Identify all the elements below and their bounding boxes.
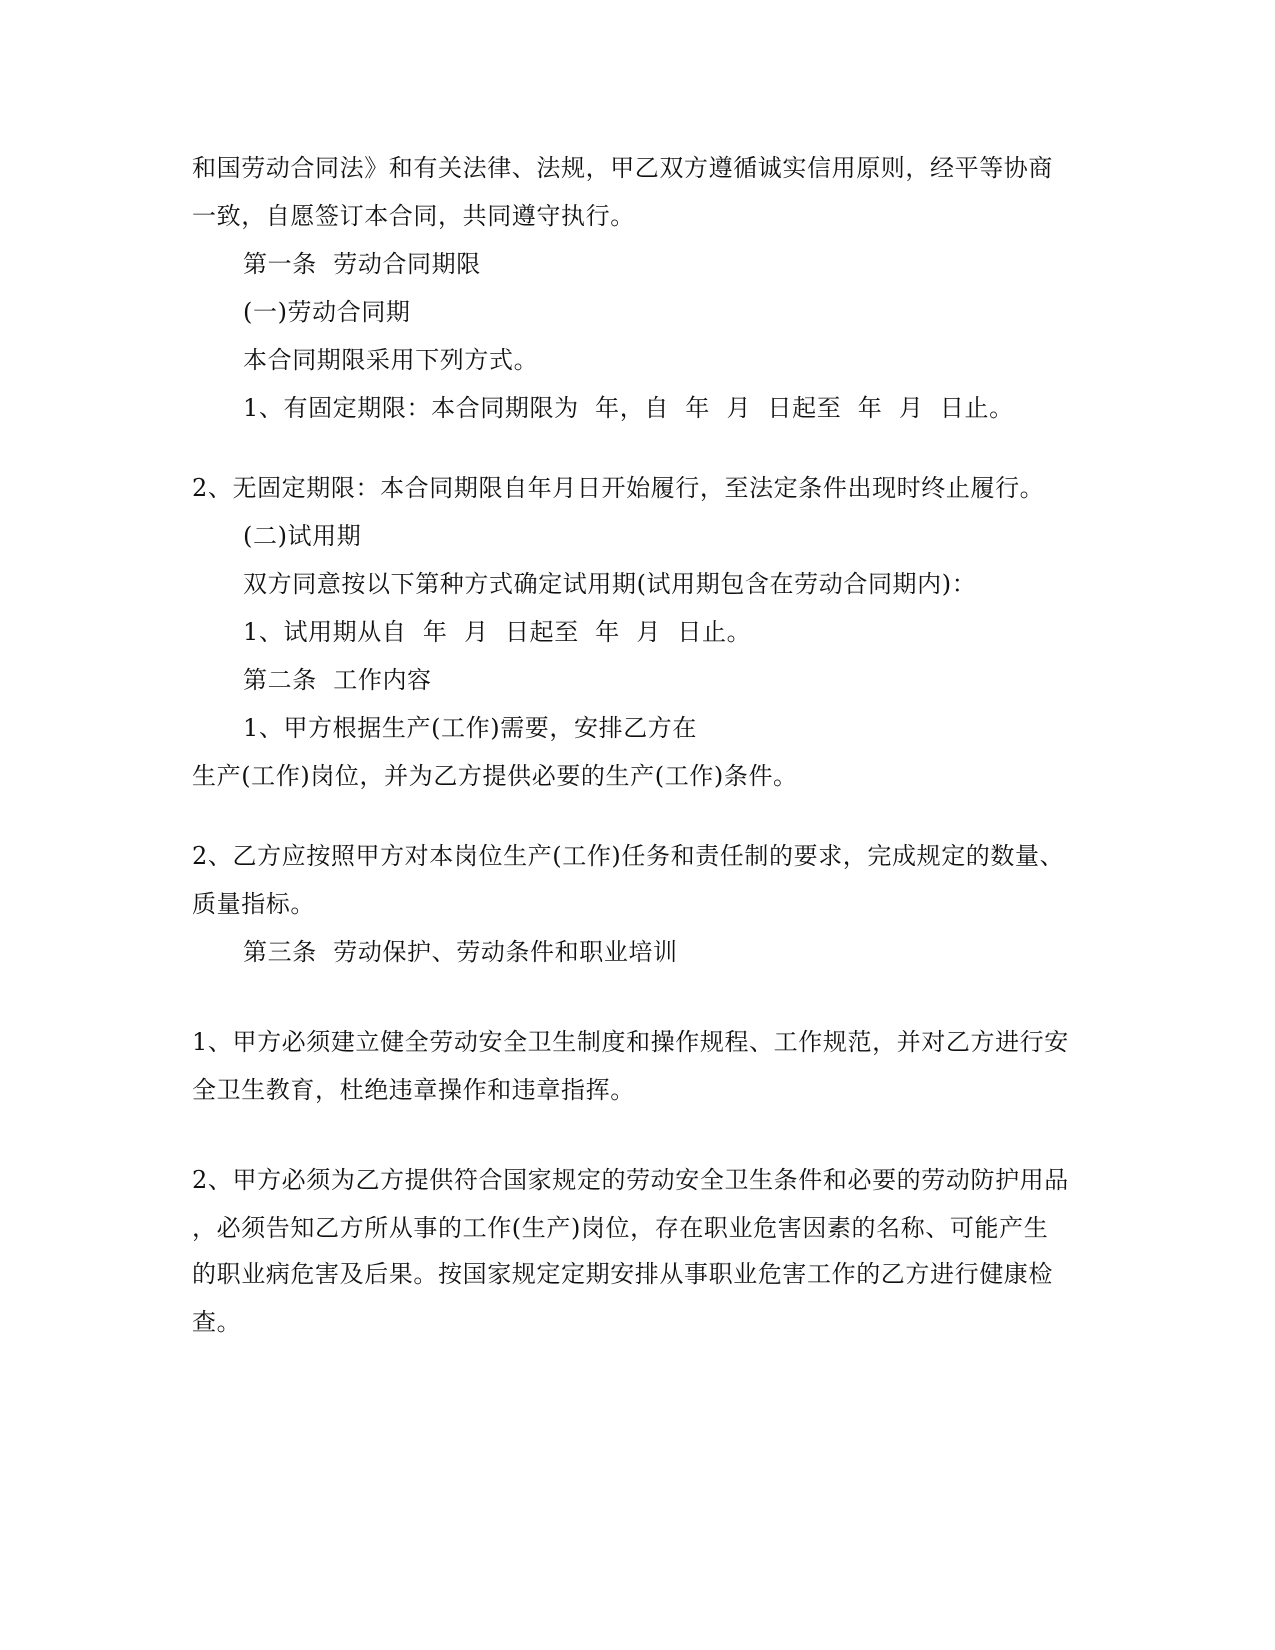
article-heading: 第三条 劳动保护、劳动条件和职业培训 bbox=[243, 938, 678, 966]
text-line: 2、无固定期限：本合同期限自年月日开始履行，至法定条件出现时终止履行。 bbox=[192, 474, 1045, 502]
text-line: 2、乙方应按照甲方对本岗位生产(工作)任务和责任制的要求，完成规定的数量、 bbox=[192, 842, 1065, 870]
text-line: 1、甲方根据生产(工作)需要，安排乙方在 bbox=[243, 714, 697, 742]
text-line: ，必须告知乙方所从事的工作(生产)岗位，存在职业危害因素的名称、可能产生 bbox=[192, 1214, 1049, 1242]
section-heading: (一)劳动合同期 bbox=[243, 298, 411, 326]
article-heading: 第二条 工作内容 bbox=[243, 666, 432, 694]
text-line: 双方同意按以下第种方式确定试用期(试用期包含在劳动合同期内)： bbox=[243, 570, 977, 598]
text-line: 的职业病危害及后果。按国家规定定期安排从事职业危害工作的乙方进行健康检 bbox=[192, 1260, 1053, 1288]
text-line: 1、试用期从自 年 月 日起至 年 月 日止。 bbox=[243, 618, 752, 646]
text-line: 生产(工作)岗位，并为乙方提供必要的生产(工作)条件。 bbox=[192, 762, 798, 790]
text-line: 全卫生教育，杜绝违章操作和违章指挥。 bbox=[192, 1076, 635, 1104]
text-line: 1、甲方必须建立健全劳动安全卫生制度和操作规程、工作规范，并对乙方进行安 bbox=[192, 1028, 1069, 1056]
section-heading: (二)试用期 bbox=[243, 522, 362, 550]
text-line: 2、甲方必须为乙方提供符合国家规定的劳动安全卫生条件和必要的劳动防护用品 bbox=[192, 1166, 1069, 1194]
article-heading: 第一条 劳动合同期限 bbox=[243, 250, 481, 278]
text-line: 本合同期限采用下列方式。 bbox=[243, 346, 539, 374]
text-line: 质量指标。 bbox=[192, 890, 315, 918]
text-line: 1、有固定期限：本合同期限为 年，自 年 月 日起至 年 月 日止。 bbox=[243, 394, 1014, 422]
text-line: 和国劳动合同法》和有关法律、法规，甲乙双方遵循诚实信用原则，经平等协商 bbox=[192, 154, 1053, 182]
text-line: 查。 bbox=[192, 1308, 242, 1336]
text-line: 一致，自愿签订本合同，共同遵守执行。 bbox=[192, 202, 635, 230]
